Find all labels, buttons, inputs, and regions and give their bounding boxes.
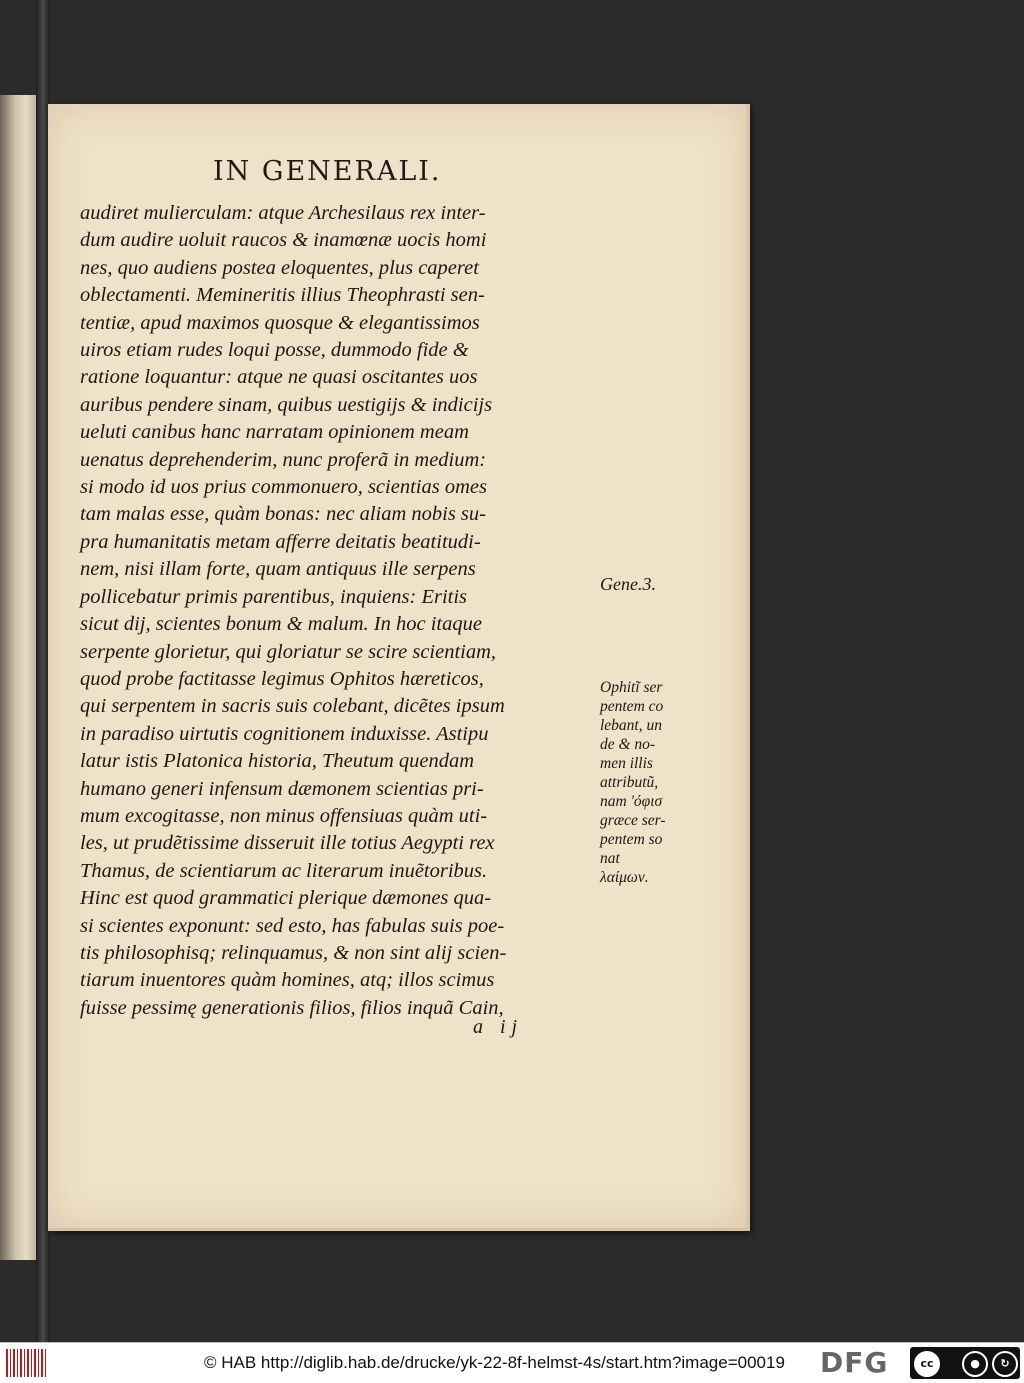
text-line: nes, quo audiens postea eloquentes, plus caperet xyxy=(80,256,479,279)
copyright-credit[interactable]: © HAB http://diglib.hab.de/drucke/yk-22-8f-helmst-4s/start.htm?image=00019 xyxy=(204,1353,785,1372)
footer-bar xyxy=(0,1342,1024,1383)
book-page xyxy=(48,104,750,1231)
main-text xyxy=(80,200,600,1022)
text-line: nem, nisi illam forte, quam antiquus ille serpens xyxy=(80,558,476,581)
text-line: tentiæ, apud maximos quosque & elegantissimos xyxy=(80,311,480,334)
text-line: humano generi infensum dæmonem scientias pri- xyxy=(80,777,484,800)
marginal-note xyxy=(600,678,730,887)
barcode-icon xyxy=(6,1349,46,1377)
text-line: tam malas esse, quàm bonas: nec aliam nobis su- xyxy=(80,503,486,526)
text-line: si scientes exponunt: sed esto, has fabulas suis poe- xyxy=(80,914,505,937)
marginal-line: Ophitĩ ser xyxy=(600,679,663,696)
dfg-logo: DFG xyxy=(820,1346,889,1379)
cc-icon: cc xyxy=(914,1351,940,1377)
text-line: dum audire uoluit raucos & inamœnæ uocis homi xyxy=(80,229,487,252)
marginal-line: attributũ, xyxy=(600,774,659,791)
text-line: les, ut prudẽtissime disseruit ille totius Aegypti rex xyxy=(80,832,495,855)
text-line: qui serpentem in sacris suis colebant, dicẽtes ipsum xyxy=(80,695,505,718)
marginal-line: pentem so xyxy=(600,831,663,848)
marginal-line: nam 'όφισ xyxy=(600,793,663,810)
text-line: oblectamenti. Memineritis illius Theophrasti sen- xyxy=(80,284,485,307)
text-line: audiret mulierculam: atque Archesilaus rex inter- xyxy=(80,202,486,224)
text-line: sicut dij, scientes bonum & malum. In hoc itaque xyxy=(80,613,482,636)
text-line: Thamus, de scientiarum ac literarum inuẽtoribus. xyxy=(80,859,488,882)
text-line: serpente glorietur, qui gloriatur se scire scientiam, xyxy=(80,640,497,663)
sa-icon: ↻ xyxy=(992,1351,1018,1377)
text-line: pollicebatur primis parentibus, inquiens: Eritis xyxy=(80,585,468,608)
marginal-line: de & no- xyxy=(600,736,656,753)
marginal-line: pentem co xyxy=(600,698,664,715)
marginal-line: men illis xyxy=(600,755,653,772)
running-head: IN GENERALI. xyxy=(213,156,442,187)
text-line: ratione loquantur: atque ne quasi oscitantes uos xyxy=(80,366,478,389)
text-line: pra humanitatis metam afferre deitatis beatitudi- xyxy=(80,530,481,553)
by-icon: ● xyxy=(962,1351,988,1377)
marginal-reference: Gene.3. xyxy=(600,574,656,594)
text-line: tiarum inuentores quàm homines, atq; illos scimus xyxy=(80,969,495,992)
text-line: si modo id uos prius commonuero, scientias omes xyxy=(80,476,487,499)
text-line: fuisse pessimę generationis filios, filios inquã Cain, xyxy=(80,996,504,1019)
text-line: uenatus deprehenderim, nunc proferã in medium: xyxy=(80,448,487,471)
text-line: auribus pendere sinam, quibus uestigijs & indicijs xyxy=(80,393,493,416)
text-line: in paradiso uirtutis cognitionem induxisse. Astipu xyxy=(80,722,489,745)
marginal-line: græce ser- xyxy=(600,812,666,829)
text-line: uiros etiam rudes loqui posse, dummodo fide & xyxy=(80,339,469,362)
marginal-line: nat xyxy=(600,850,620,867)
signature-mark: a ij xyxy=(473,1016,524,1038)
marginal-line: λαίμων. xyxy=(600,869,649,886)
text-line: quod probe factitasse legimus Ophitos hæreticos, xyxy=(80,667,484,690)
marginal-line: lebant, un xyxy=(600,717,662,734)
cc-by-sa-icon[interactable] xyxy=(910,1347,1020,1379)
text-line: Hinc est quod grammatici plerique dæmones qua- xyxy=(80,887,492,910)
text-line: mum excogitasse, non minus offensiuas quàm uti- xyxy=(80,804,488,827)
text-line: tis philosophisq; relinquamus, & non sint alij scien- xyxy=(80,941,507,964)
text-line: ueluti canibus hanc narratam opinionem meam xyxy=(80,421,469,444)
text-line: latur istis Platonica historia, Theutum quendam xyxy=(80,750,475,773)
